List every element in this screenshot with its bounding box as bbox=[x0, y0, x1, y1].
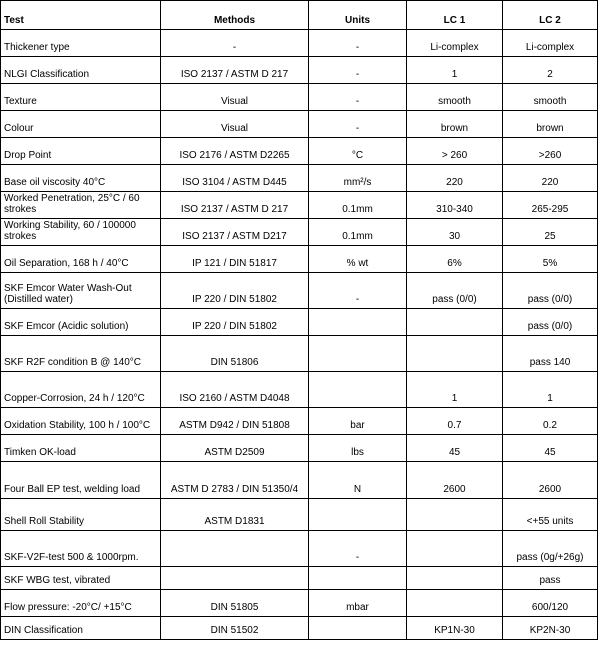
cell-test: SKF Emcor Water Wash-Out (Distilled water) bbox=[1, 273, 161, 309]
table-row bbox=[1, 165, 598, 192]
cell-units: lbs bbox=[309, 435, 407, 462]
cell-method: DIN 51805 bbox=[161, 590, 309, 617]
cell-units: mbar bbox=[309, 590, 407, 617]
cell-test: DIN Classification bbox=[1, 617, 161, 640]
cell-units: N bbox=[309, 462, 407, 499]
cell-method: ASTM D942 / DIN 51808 bbox=[161, 408, 309, 435]
table-row bbox=[1, 499, 598, 531]
header-lc1: LC 1 bbox=[407, 1, 503, 30]
cell-lc2: brown bbox=[503, 111, 598, 138]
cell-lc2: pass (0/0) bbox=[503, 309, 598, 336]
cell-lc1: brown bbox=[407, 111, 503, 138]
cell-method: IP 220 / DIN 51802 bbox=[161, 273, 309, 309]
cell-lc1: Li-complex bbox=[407, 30, 503, 57]
cell-lc2: 600/120 bbox=[503, 590, 598, 617]
table-row bbox=[1, 192, 598, 219]
cell-test: NLGI Classification bbox=[1, 57, 161, 84]
cell-method: - bbox=[161, 30, 309, 57]
cell-units: % wt bbox=[309, 246, 407, 273]
table-row bbox=[1, 336, 598, 372]
cell-lc1 bbox=[407, 531, 503, 567]
header-row bbox=[1, 1, 598, 30]
cell-units: - bbox=[309, 30, 407, 57]
table-row bbox=[1, 567, 598, 590]
cell-test: Worked Penetration, 25°C / 60 strokes bbox=[1, 192, 161, 219]
cell-lc1 bbox=[407, 309, 503, 336]
header-methods: Methods bbox=[161, 1, 309, 30]
cell-lc1 bbox=[407, 567, 503, 590]
cell-units: - bbox=[309, 273, 407, 309]
cell-lc1 bbox=[407, 499, 503, 531]
cell-method: DIN 51502 bbox=[161, 617, 309, 640]
cell-lc1: smooth bbox=[407, 84, 503, 111]
cell-lc1: 6% bbox=[407, 246, 503, 273]
cell-lc1: 1 bbox=[407, 57, 503, 84]
cell-lc1: pass (0/0) bbox=[407, 273, 503, 309]
table-row bbox=[1, 30, 598, 57]
cell-method: ISO 2137 / ASTM D 217 bbox=[161, 57, 309, 84]
cell-method bbox=[161, 531, 309, 567]
cell-test: Flow pressure: -20°C/ +15°C bbox=[1, 590, 161, 617]
table-row bbox=[1, 462, 598, 499]
table-row bbox=[1, 273, 598, 309]
cell-lc2: 2600 bbox=[503, 462, 598, 499]
cell-lc1: 1 bbox=[407, 372, 503, 408]
cell-units bbox=[309, 372, 407, 408]
cell-lc1: 310-340 bbox=[407, 192, 503, 219]
cell-lc1: 220 bbox=[407, 165, 503, 192]
table-row bbox=[1, 84, 598, 111]
cell-test: Four Ball EP test, welding load bbox=[1, 462, 161, 499]
table-row bbox=[1, 408, 598, 435]
cell-units: - bbox=[309, 111, 407, 138]
cell-test: Texture bbox=[1, 84, 161, 111]
cell-lc2: 5% bbox=[503, 246, 598, 273]
cell-lc2: 45 bbox=[503, 435, 598, 462]
cell-lc2: 2 bbox=[503, 57, 598, 84]
cell-lc1: 45 bbox=[407, 435, 503, 462]
cell-lc2: >260 bbox=[503, 138, 598, 165]
cell-test: SKF-V2F-test 500 & 1000rpm. bbox=[1, 531, 161, 567]
cell-test: SKF Emcor (Acidic solution) bbox=[1, 309, 161, 336]
cell-lc2: 0.2 bbox=[503, 408, 598, 435]
cell-lc2: KP2N-30 bbox=[503, 617, 598, 640]
cell-lc2: pass (0g/+26g) bbox=[503, 531, 598, 567]
table-row bbox=[1, 111, 598, 138]
cell-lc2: smooth bbox=[503, 84, 598, 111]
table-row bbox=[1, 57, 598, 84]
cell-lc2: 220 bbox=[503, 165, 598, 192]
table-row bbox=[1, 372, 598, 408]
cell-units bbox=[309, 336, 407, 372]
cell-test: Drop Point bbox=[1, 138, 161, 165]
cell-lc1 bbox=[407, 336, 503, 372]
header-lc2: LC 2 bbox=[503, 1, 598, 30]
header-test: Test bbox=[1, 1, 161, 30]
cell-lc1: 30 bbox=[407, 219, 503, 246]
cell-test: Working Stability, 60 / 100000 strokes bbox=[1, 219, 161, 246]
cell-method: ISO 3104 / ASTM D445 bbox=[161, 165, 309, 192]
cell-test: Thickener type bbox=[1, 30, 161, 57]
cell-lc2: pass (0/0) bbox=[503, 273, 598, 309]
cell-lc2: pass bbox=[503, 567, 598, 590]
cell-lc2: 1 bbox=[503, 372, 598, 408]
cell-units: mm²/s bbox=[309, 165, 407, 192]
cell-units: - bbox=[309, 57, 407, 84]
cell-lc2: 25 bbox=[503, 219, 598, 246]
cell-units bbox=[309, 499, 407, 531]
table-row bbox=[1, 531, 598, 567]
cell-units: 0.1mm bbox=[309, 219, 407, 246]
table-row bbox=[1, 246, 598, 273]
table-row bbox=[1, 590, 598, 617]
cell-lc2: Li-complex bbox=[503, 30, 598, 57]
cell-test: SKF WBG test, vibrated bbox=[1, 567, 161, 590]
table-row bbox=[1, 309, 598, 336]
table-row bbox=[1, 617, 598, 640]
cell-method bbox=[161, 567, 309, 590]
cell-units: °C bbox=[309, 138, 407, 165]
cell-lc1: 2600 bbox=[407, 462, 503, 499]
table-row bbox=[1, 219, 598, 246]
cell-units: bar bbox=[309, 408, 407, 435]
cell-lc1 bbox=[407, 590, 503, 617]
cell-method: ASTM D 2783 / DIN 51350/4 bbox=[161, 462, 309, 499]
cell-method: DIN 51806 bbox=[161, 336, 309, 372]
cell-lc2: <+55 units bbox=[503, 499, 598, 531]
cell-test: Copper-Corrosion, 24 h / 120°C bbox=[1, 372, 161, 408]
cell-method: IP 121 / DIN 51817 bbox=[161, 246, 309, 273]
table-row bbox=[1, 138, 598, 165]
cell-method: Visual bbox=[161, 111, 309, 138]
cell-method: Visual bbox=[161, 84, 309, 111]
cell-lc1: > 260 bbox=[407, 138, 503, 165]
cell-test: Oxidation Stability, 100 h / 100°C bbox=[1, 408, 161, 435]
cell-test: SKF R2F condition B @ 140°C bbox=[1, 336, 161, 372]
cell-units bbox=[309, 309, 407, 336]
cell-test: Shell Roll Stability bbox=[1, 499, 161, 531]
cell-units bbox=[309, 617, 407, 640]
cell-test: Base oil viscosity 40°C bbox=[1, 165, 161, 192]
cell-test: Oil Separation, 168 h / 40°C bbox=[1, 246, 161, 273]
cell-lc2: pass 140 bbox=[503, 336, 598, 372]
cell-method: ISO 2137 / ASTM D217 bbox=[161, 219, 309, 246]
cell-method: ISO 2137 / ASTM D 217 bbox=[161, 192, 309, 219]
cell-lc1: KP1N-30 bbox=[407, 617, 503, 640]
cell-test: Colour bbox=[1, 111, 161, 138]
cell-units: 0.1mm bbox=[309, 192, 407, 219]
cell-units: - bbox=[309, 84, 407, 111]
cell-method: ISO 2160 / ASTM D4048 bbox=[161, 372, 309, 408]
cell-lc1: 0.7 bbox=[407, 408, 503, 435]
header-units: Units bbox=[309, 1, 407, 30]
cell-method: ASTM D1831 bbox=[161, 499, 309, 531]
table-row bbox=[1, 435, 598, 462]
cell-method: IP 220 / DIN 51802 bbox=[161, 309, 309, 336]
cell-units: - bbox=[309, 531, 407, 567]
cell-lc2: 265-295 bbox=[503, 192, 598, 219]
cell-units bbox=[309, 567, 407, 590]
cell-method: ISO 2176 / ASTM D2265 bbox=[161, 138, 309, 165]
cell-method: ASTM D2509 bbox=[161, 435, 309, 462]
cell-test: Timken OK-load bbox=[1, 435, 161, 462]
